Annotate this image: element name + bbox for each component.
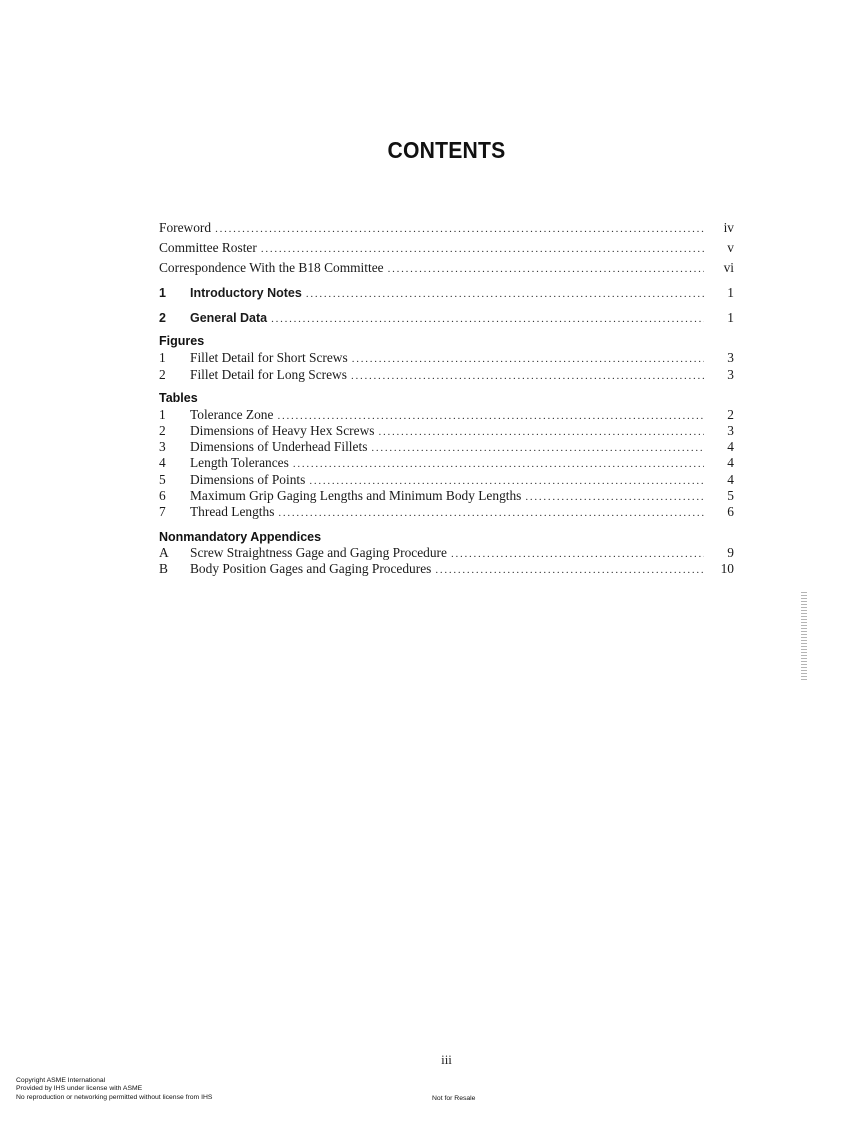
toc-entry-page: 1 [727,310,734,325]
page-number: iii [441,1052,452,1067]
toc-entry-table-3[interactable] [159,439,734,455]
margin-stamp-mark [801,592,807,680]
toc-leader-dots [271,311,704,327]
toc-entry-page: 3 [727,367,734,382]
footer-license-line: Provided by IHS under license with ASME [16,1085,143,1093]
toc-entry-number: A [159,545,169,560]
footer-not-for-resale: Not for Resale [432,1095,476,1102]
toc-entry-page: 1 [727,285,734,300]
figures-heading: Figures [159,334,205,348]
toc-leader-dots [525,489,704,505]
toc-entry-page: 5 [727,488,734,503]
toc-entry-number: 1 [159,286,166,300]
toc-entry-number: 2 [159,311,166,325]
toc-leader-dots [306,286,704,302]
toc-entry-title: Maximum Grip Gaging Lengths and Minimum Body Lengths [190,488,522,503]
toc-entry-page: 3 [727,423,734,438]
toc-entry-page: 10 [720,561,734,576]
toc-entry-title: Dimensions of Heavy Hex Screws [190,423,375,438]
toc-entry-number: 5 [159,472,166,487]
toc-entry-number: 1 [159,407,166,422]
appendices-heading: Nonmandatory Appendices [159,530,322,544]
toc-entry-figure-2[interactable] [159,367,734,383]
toc-entry-number: 2 [159,367,166,382]
toc-entry-title: Foreword [159,220,212,235]
toc-entry-number: 7 [159,504,166,519]
toc-entry-table-7[interactable] [159,504,734,520]
toc-entry-title: Introductory Notes [190,286,302,300]
toc-entry-page: 4 [727,439,734,454]
toc-entry-number: B [159,561,168,576]
page-title: CONTENTS [387,137,506,163]
toc-entry-title: Correspondence With the B18 Committee [159,260,384,275]
toc-entry-foreword[interactable] [159,220,734,236]
toc-entry-figure-1[interactable] [159,350,734,366]
toc-entry-table-1[interactable] [159,407,734,423]
toc-entry-title: Committee Roster [159,240,257,255]
toc-leader-dots [378,424,704,440]
toc-entry-page: 4 [727,455,734,470]
toc-entry-page: vi [723,260,734,275]
toc-entry-title: Screw Straightness Gage and Gaging Procedure [190,545,447,560]
toc-entry-page: 4 [727,472,734,487]
toc-entry-correspondence[interactable] [159,260,734,276]
toc-entry-table-4[interactable] [159,455,734,471]
toc-entry-committee-roster[interactable] [159,240,734,256]
toc-leader-dots [309,473,704,489]
toc-entry-title: Fillet Detail for Short Screws [190,350,348,365]
toc-entry-title: Body Position Gages and Gaging Procedures [190,561,432,576]
toc-entry-title: Dimensions of Underhead Fillets [190,439,368,454]
toc-leader-dots [278,505,704,521]
toc-entry-title: General Data [190,311,268,325]
toc-entry-number: 1 [159,350,166,365]
toc-entry-number: 2 [159,423,166,438]
toc-entry-number: 6 [159,488,166,503]
toc-entry-title: Tolerance Zone [190,407,274,422]
toc-entry-number: 3 [159,439,166,454]
toc-entry-page: 6 [727,504,734,519]
toc-entry-page: 2 [727,407,734,422]
toc-entry-title: Length Tolerances [190,455,289,470]
toc-leader-dots [352,351,704,367]
toc-entry-section-2[interactable] [159,310,734,326]
toc-entry-title: Fillet Detail for Long Screws [190,367,347,382]
toc-leader-dots [277,408,704,424]
toc-leader-dots [388,261,704,277]
toc-leader-dots [371,440,704,456]
toc-entry-table-2[interactable] [159,423,734,439]
toc-entry-number: 4 [159,455,166,470]
toc-entry-table-6[interactable] [159,488,734,504]
toc-entry-title: Thread Lengths [190,504,275,519]
toc-leader-dots [435,562,704,578]
toc-leader-dots [351,368,704,384]
footer-reproduction-line: No reproduction or networking permitted without license from IHS [16,1093,213,1101]
toc-entry-table-5[interactable] [159,472,734,488]
toc-entry-page: 9 [727,545,734,560]
toc-entry-appendix-b[interactable] [159,561,734,577]
toc-leader-dots [451,546,704,562]
tables-heading: Tables [159,391,198,405]
toc-entry-page: 3 [727,350,734,365]
toc-leader-dots [293,456,704,472]
toc-leader-dots [261,241,704,257]
footer-copyright [16,1077,212,1102]
footer-copyright-line: Copyright ASME International [16,1077,106,1084]
toc-entry-page: iv [723,220,734,235]
toc-entry-section-1[interactable] [159,285,734,301]
toc-leader-dots [215,221,704,237]
toc-entry-appendix-a[interactable] [159,545,734,561]
toc-entry-page: v [727,240,734,255]
toc-entry-title: Dimensions of Points [190,472,306,487]
